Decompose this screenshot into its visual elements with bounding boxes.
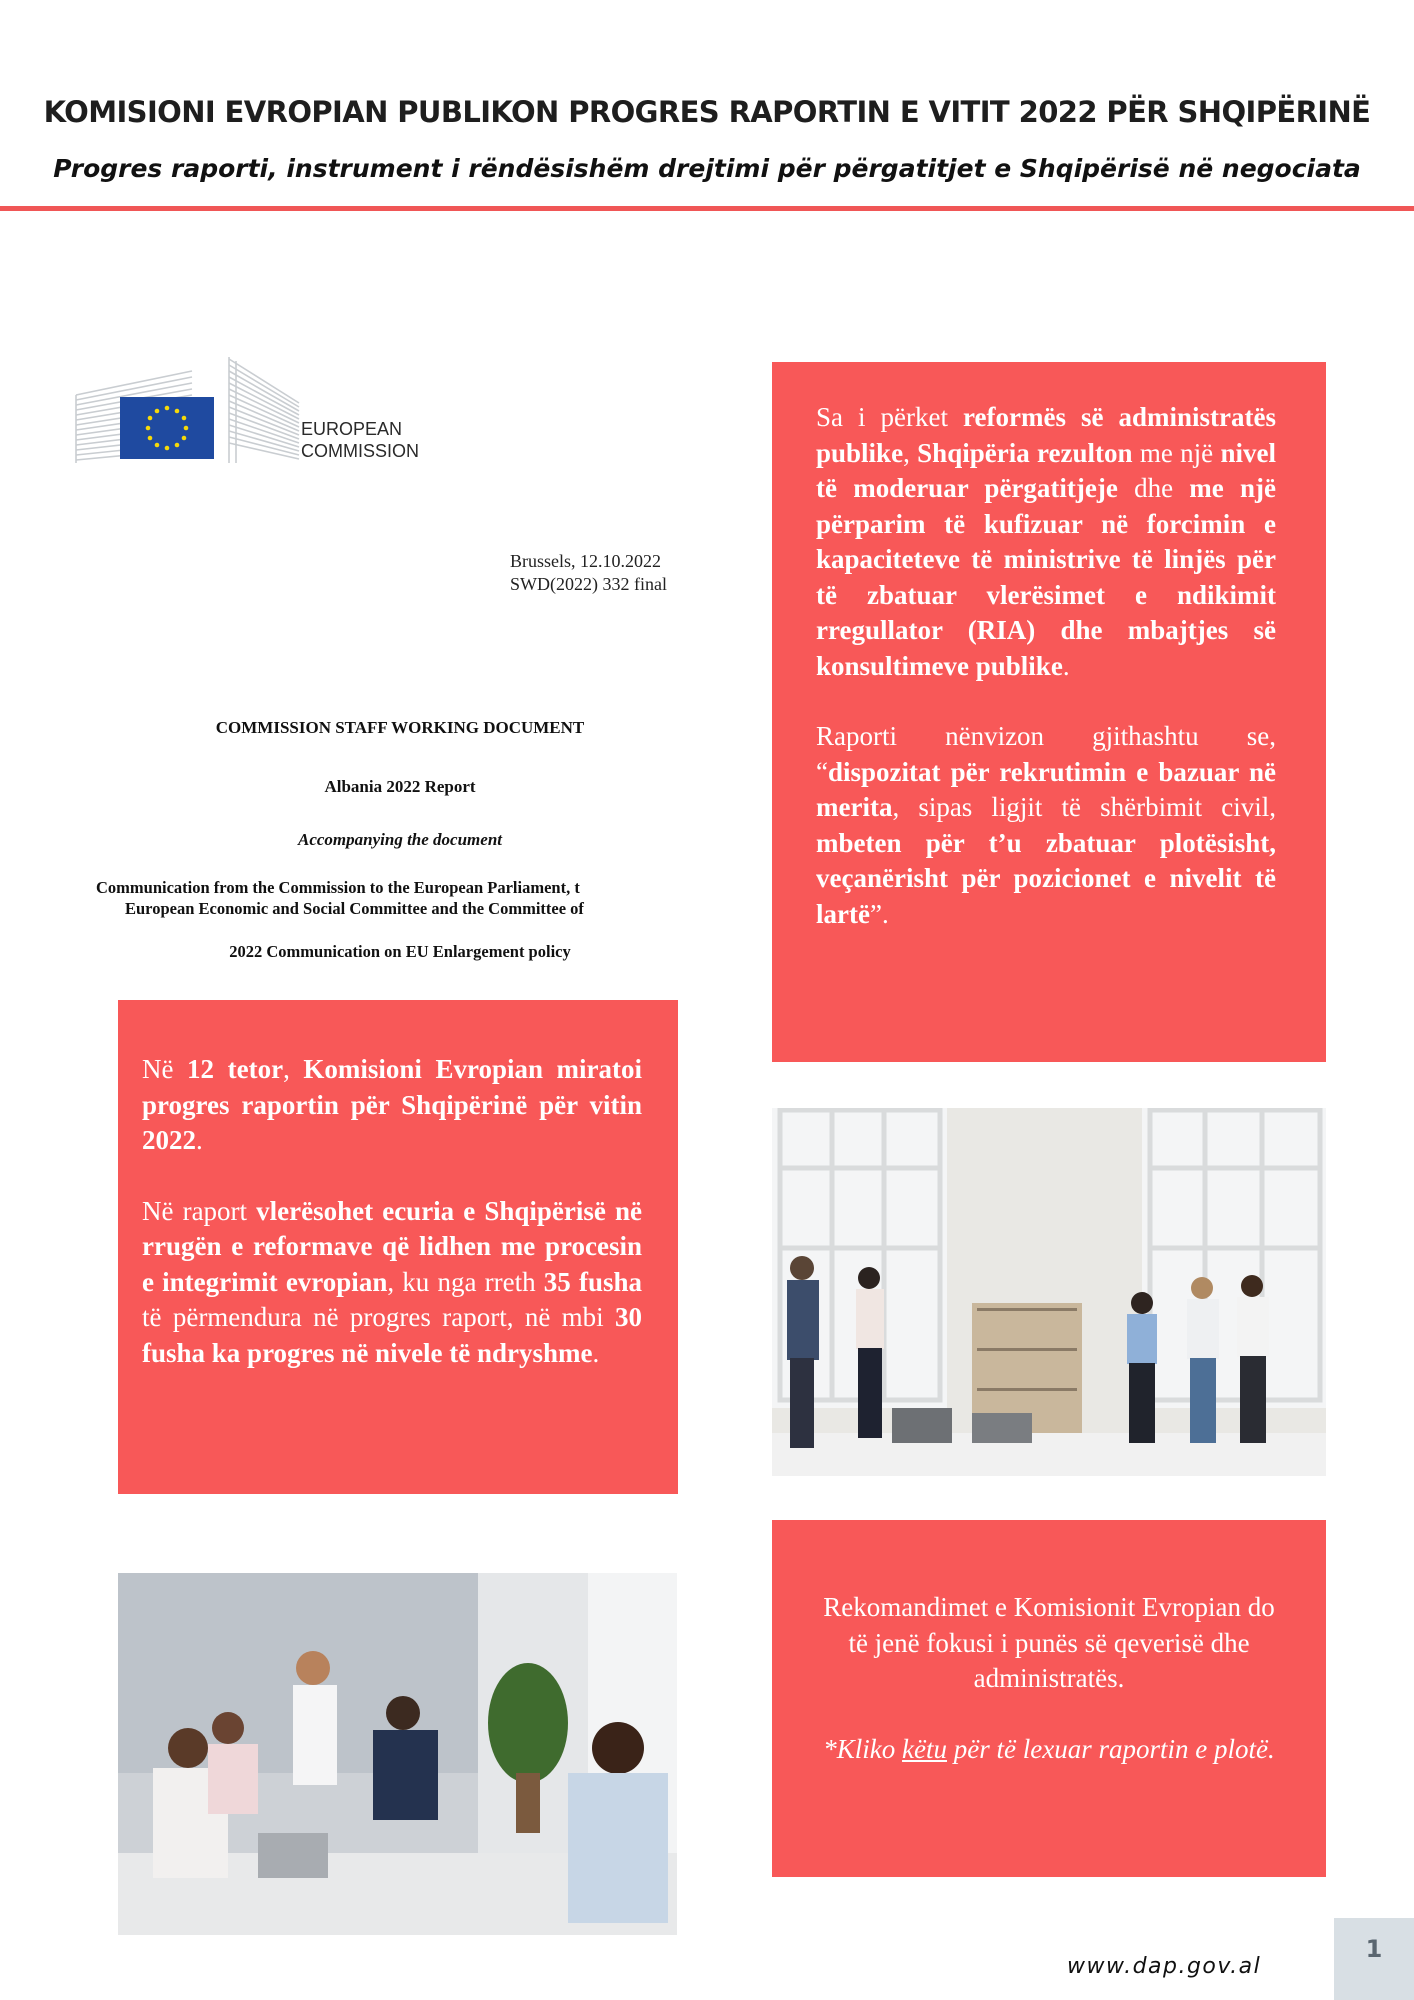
page-number: 1 <box>1334 1918 1414 2000</box>
ec-document-type: COMMISSION STAFF WORKING DOCUMENT <box>215 718 585 737</box>
text-run: reformës së administratës publike <box>816 402 1276 468</box>
text-run: dispozitat për rekrutimin e bazuar në merita <box>816 756 1276 822</box>
text-run: . <box>592 1337 600 1368</box>
recommendations-text: Rekomandimet e Komisionit Evropian do të jenë fokusi i punës së qeverisë dhe administratës. <box>823 1592 1275 1693</box>
ec-document-thumbnail <box>60 340 720 980</box>
header-divider <box>0 206 1414 211</box>
ec-document-reference: SWD(2022) 332 final <box>510 574 667 594</box>
public-administration-reform-box <box>772 362 1326 1062</box>
text-run: 12 tetor <box>187 1054 284 1084</box>
office-team-photo <box>772 1108 1326 1476</box>
text-run: nivel të moderuar përgatitjeje <box>816 437 1276 503</box>
read-report-cta: *Kliko këtu për të lexuar raportin e plotë. <box>823 1733 1275 1764</box>
box-left-paragraph-1 <box>142 1052 642 1159</box>
page-subtitle: Progres raporti, instrument i rëndësishëm drejtimi për përgatitjet e Shqipërisë në negociata <box>53 154 1361 183</box>
text-run: dhe <box>1117 473 1190 503</box>
text-run: Në raport <box>142 1195 257 1226</box>
text-run: 35 fusha <box>543 1266 643 1297</box>
text-run: mbeten për t’u zbatuar plotësisht, veçanërisht për pozicionet e nivelit të lartë <box>816 827 1276 929</box>
box-left-paragraph-2 <box>142 1194 642 1372</box>
box-right-paragraph-2 <box>816 719 1276 932</box>
text-run: Sa i përket <box>816 402 964 432</box>
text-run: , ku nga rreth <box>387 1266 544 1297</box>
ec-logo-wordmark: EUROPEAN COMMISSION <box>301 419 420 461</box>
footer-website[interactable]: www.dap.gov.al <box>1067 1954 1262 1979</box>
text-run: . <box>1062 650 1070 681</box>
text-run: me një përparim të kufizuar në forcimin e kapaciteteve të ministrive të linjës për të zbatuar vlerësimet e ndikimit rregullator (RIA) dhe mbajtjes së konsultimeve publike <box>816 473 1276 681</box>
text-run: Shqipëria rezulton <box>917 437 1133 468</box>
european-commission-logo <box>74 355 504 470</box>
text-run: 30 fusha ka progres në nivele të ndryshme <box>142 1302 642 1368</box>
recommendations-box <box>772 1520 1326 1877</box>
text-run: Raporti nënvizon gjithashtu se, “ <box>816 721 1276 787</box>
text-run: vlerësohet ecuria e Shqipërisë në rrugën e reformave që lidhen me procesin e integrimit evropian <box>142 1195 642 1297</box>
text-run: . <box>196 1125 203 1155</box>
text-run: , sipas ligjit të shërbimit civil, <box>892 792 1276 822</box>
text-run: , <box>283 1054 304 1084</box>
text-run: ”. <box>869 898 889 929</box>
ec-communication-line-2: European Economic and Social Committee and the Committee of <box>125 899 584 918</box>
ec-accompanying-line: Accompanying the document <box>298 830 502 849</box>
report-approval-box <box>118 1000 678 1494</box>
text-run: të përmendura në progres raport, në mbi <box>142 1302 615 1332</box>
text-run: , <box>903 437 918 468</box>
text-run: Komisioni Evropian miratoi progres raportin për Shqipërinë për vitin 2022 <box>142 1054 643 1155</box>
ec-document-date: Brussels, 12.10.2022 SWD(2022) 332 final <box>510 551 667 594</box>
text-run: me një <box>1132 437 1221 468</box>
ec-report-title: Albania 2022 Report <box>324 777 476 796</box>
meeting-team-photo <box>118 1573 677 1935</box>
ec-communication-line-3: 2022 Communication on EU Enlargement policy <box>229 942 571 961</box>
text-run: Në <box>142 1054 188 1084</box>
read-report-link[interactable]: këtu <box>902 1733 948 1764</box>
box-right-paragraph-1 <box>816 400 1276 684</box>
ec-communication-line-1: Communication from the Commission to the European Parliament, t <box>96 878 580 897</box>
page-title: KOMISIONI EVROPIAN PUBLIKON PROGRES RAPORTIN E VITIT 2022 PËR SHQIPËRINË <box>43 95 1371 129</box>
